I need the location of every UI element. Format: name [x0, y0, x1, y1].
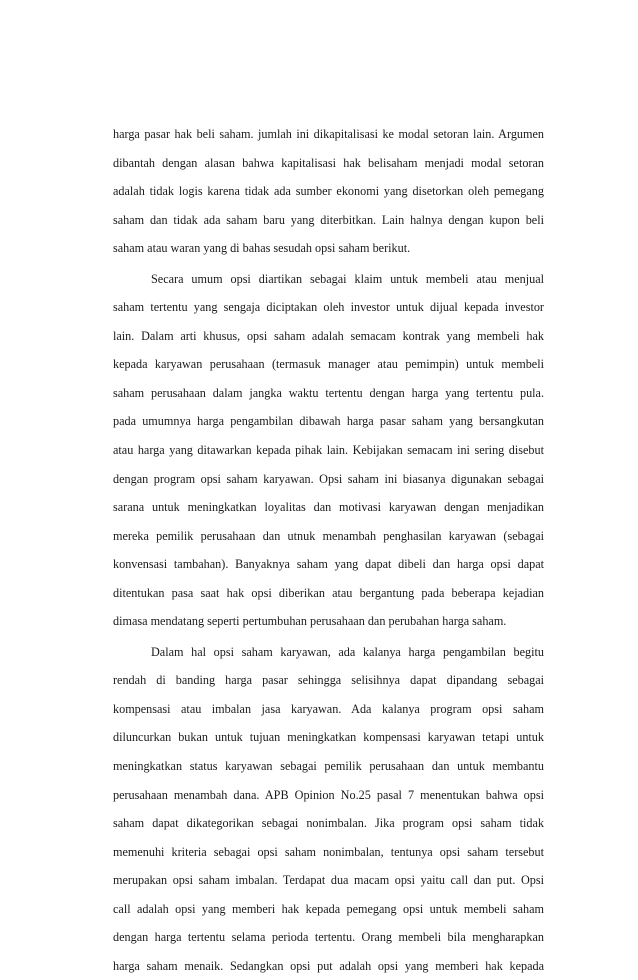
paragraph-1	[113, 120, 544, 263]
text-line: kompensasi atau imbalan jasa karyawan. Ada kalanya program opsi saham	[113, 701, 544, 716]
text-line: konvensasi tambahan). Banyaknya saham yang dapat dibeli dan harga opsi dapat	[113, 557, 544, 572]
text-line: perusahaan menambah dana. APB Opinion No.25 pasal 7 menentukan bahwa opsi	[113, 787, 544, 802]
text-line: saham perusahaan dalam jangka waktu tertentu dengan harga yang tertentu pula.	[113, 385, 544, 400]
text-line: pada umumnya harga pengambilan dibawah harga pasar saham yang bersangkutan	[113, 414, 544, 429]
text-line: rendah di banding harga pasar sehingga selisihnya dapat dipandang sebagai	[113, 673, 544, 688]
text-line: call adalah opsi yang memberi hak kepada pemegang opsi untuk membeli saham	[113, 901, 544, 916]
paragraph-3	[113, 638, 544, 980]
text-line: harga pasar hak beli saham. jumlah ini dikapitalisasi ke modal setoran lain. Argumen	[113, 127, 544, 141]
text-line: saham dapat dikategorikan sebagai nonimbalan. Jika program opsi saham tidak	[113, 816, 544, 831]
text-line: Dalam hal opsi saham karyawan, ada kalanya harga pengambilan begitu	[151, 644, 544, 659]
text-line: dimasa mendatang seperti pertumbuhan perusahaan dan perubahan harga saham.	[113, 614, 507, 629]
text-line: sarana untuk meningkatkan loyalitas dan motivasi karyawan dengan menjadikan	[113, 500, 544, 515]
text-line: Secara umum opsi diartikan sebagai klaim untuk membeli atau menjual	[151, 271, 544, 286]
text-line: saham atau waran yang di bahas sesudah opsi saham berikut.	[113, 241, 411, 256]
body-text	[113, 120, 544, 980]
text-line: ditentukan pasa saat hak opsi diberikan atau bergantung pada beberapa kejadian	[113, 585, 544, 600]
text-line: saham tertentu yang sengaja diciptakan oleh investor untuk dijual kepada investor	[113, 300, 544, 315]
text-line: lain. Dalam arti khusus, opsi saham adalah semacam kontrak yang membeli hak	[113, 328, 544, 343]
text-line: diluncurkan bukan untuk tujuan meningkatkan kompensasi karyawan tetapi untuk	[113, 730, 544, 745]
text-line: dibantah dengan alasan bahwa kapitalisasi hak belisaham menjadi modal setoran	[113, 155, 544, 170]
text-line: adalah tidak logis karena tidak ada sumber ekonomi yang disetorkan oleh pemegang	[113, 184, 544, 199]
text-line: dengan harga tertentu selama perioda tertentu. Orang membeli bila mengharapkan	[113, 930, 544, 945]
paragraph-2	[113, 265, 544, 636]
text-line: memenuhi kriteria sebagai opsi saham nonimbalan, tentunya opsi saham tersebut	[113, 844, 544, 859]
text-line: kepada karyawan perusahaan (termasuk manager atau pemimpin) untuk membeli	[113, 357, 544, 372]
text-line: mereka pemilik perusahaan dan utnuk menambah penghasilan karyawan (sebagai	[113, 528, 544, 543]
text-line: dengan program opsi saham karyawan. Opsi saham ini biasanya digunakan sebagai	[113, 471, 544, 486]
text-line: meningkatkan status karyawan sebagai pemilik perusahaan dan untuk membantu	[113, 759, 544, 774]
text-line: atau harga yang ditawarkan kepada pihak lain. Kebijakan semacam ini sering disebut	[113, 443, 544, 458]
text-line: saham dan tidak ada saham baru yang diterbitkan. Lain halnya dengan kupon beli	[113, 212, 544, 227]
text-line: harga saham menaik. Sedangkan opsi put adalah opsi yang memberi hak kepada	[113, 958, 544, 973]
text-line: merupakan opsi saham imbalan. Terdapat dua macam opsi yaitu call dan put. Opsi	[113, 873, 544, 888]
